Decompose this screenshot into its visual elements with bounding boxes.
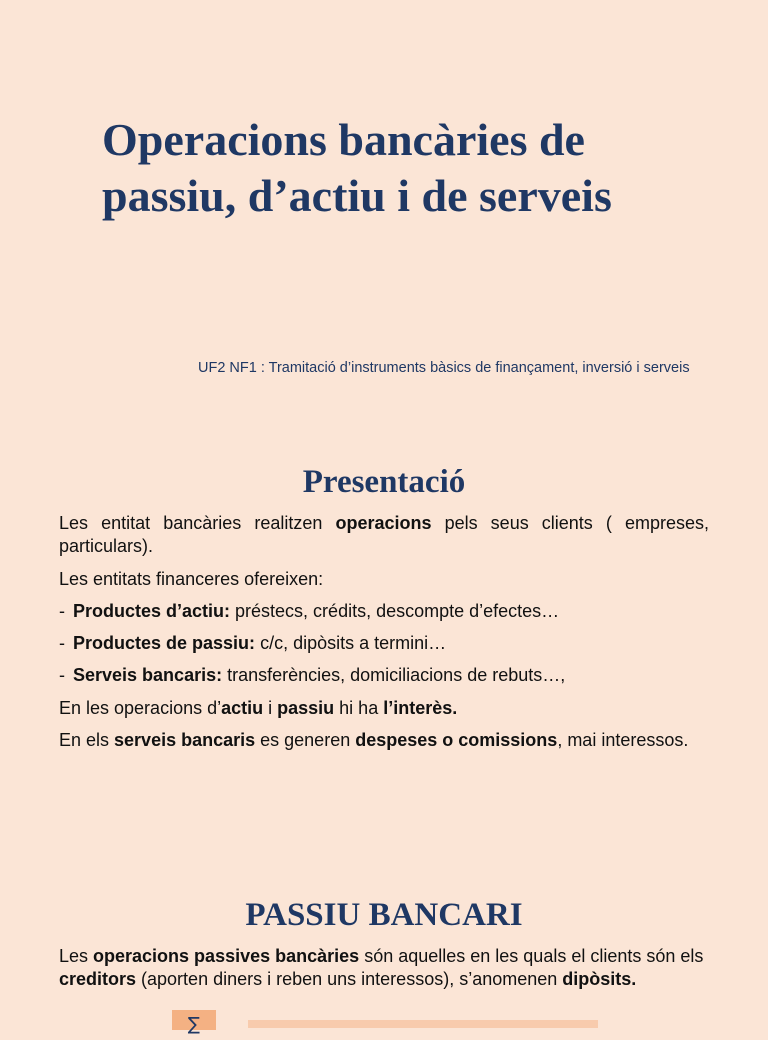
- decorative-bar: [248, 1020, 598, 1028]
- page-title: [102, 112, 722, 224]
- section-heading-passiu: PASSIU BANCARI: [245, 897, 523, 933]
- list-item: - Productes de passiu: c/c, dipòsits a termini…: [59, 633, 447, 653]
- bullet-dash: -: [59, 633, 65, 653]
- title-line-2: passiu, d’actiu i de serveis: [102, 170, 612, 221]
- sigma-icon: ∑: [172, 1010, 216, 1030]
- subtitle: UF2 NF1 : Tramitació d’instruments bàsics de finançament, inversió i serveis: [198, 360, 690, 376]
- list-item: - Productes d’actiu: préstecs, crédits, descompte d’efectes…: [59, 601, 560, 621]
- paragraph-offer: Les entitats financeres ofereixen:: [59, 569, 324, 589]
- list-item: - Serveis bancaris: transferències, domiciliacions de rebuts…,: [59, 665, 566, 685]
- bullet-dash: -: [59, 601, 65, 621]
- paragraph-intro: Les entitat bancàries realitzen operacions pels seus clients ( empreses, particulars).: [59, 513, 709, 556]
- paragraph-passive-operations: Les operacions passives bancàries són aquelles en les quals el clients són els creditors (aporten diners i reben uns interessos), s’anomenen dipòsits.: [59, 946, 704, 989]
- paragraph-services: En els serveis bancaris es generen despeses o comissions, mai interessos.: [59, 730, 689, 750]
- bullet-dash: -: [59, 665, 65, 685]
- paragraph-interest: En les operacions d’actiu i passiu hi ha l’interès.: [59, 698, 458, 718]
- title-line-1: Operacions bancàries de: [102, 114, 585, 165]
- section-heading-presentacio: Presentació: [302, 464, 466, 500]
